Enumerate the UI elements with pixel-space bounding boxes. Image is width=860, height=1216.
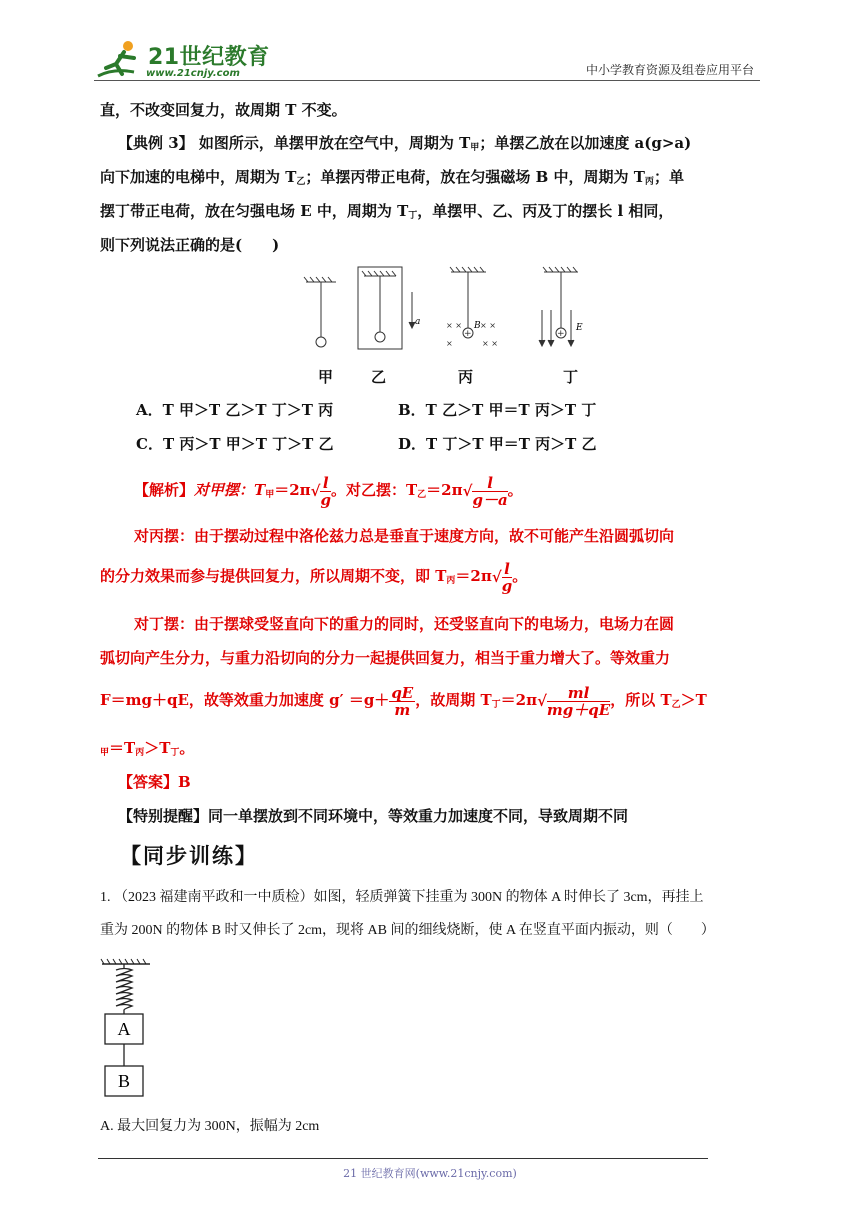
field-b-label: B (474, 321, 481, 331)
field-e-label: E (576, 323, 583, 333)
section-title: 【同步训练】 (120, 843, 258, 868)
analysis-ding-line-2: 弧切向产生分力，与重力沿切向的分力一起提供回复力，相当于重力增大了。等效重力 (100, 649, 671, 667)
figure-label-yi: 乙 (371, 368, 387, 386)
question-1-line-2: 重为 200N 的物体 B 时又伸长了 2cm，现将 AB 间的细线烧断，使 A 在竖直平面内振动，则（ ） (100, 923, 715, 938)
runner-logo-icon (94, 38, 150, 82)
logo-text: 21世纪教育 (148, 45, 270, 70)
header-platform-text: 中小学教育资源及组卷应用平台 (585, 63, 754, 77)
answer-value: B (178, 773, 191, 791)
analysis-bing-line-2: 的分力效果而参与提供回复力，所以周期不变，即 $T_丙=2\pi√$ $\frac{l}{g}$ 。 (100, 559, 528, 595)
option-d: D．T 丁＞T 甲＝T 丙＞T 乙 (398, 435, 597, 453)
analysis-line-1: 【解析】对甲摆：$T_甲=2\pi√$ $\frac{l}{g}$ 。对乙摆：$T_乙=2\pi√$ $\frac{l}{g-a}$ 。 (134, 473, 523, 509)
question-1-option-a: A. 最大回复力为 300N，振幅为 2cm (100, 1119, 320, 1134)
example-line-2: 向下加速的电梯中，周期为 $T_乙$；单摆丙带正电荷，放在匀强磁场 B 中，周期为 $T_丙$；单 (100, 168, 684, 187)
svg-text:+: + (464, 329, 472, 339)
footer-text: 21 世纪教育网(www.21cnjy.com) (343, 1167, 517, 1180)
option-b: B．T 乙＞T 甲＝T 丙＞T 丁 (398, 401, 597, 419)
question-1-line-1: 1. （2023 福建南平政和一中质检）如图，轻质弹簧下挂重为 300N 的物体 A 时伸长了 3cm，再挂上 (100, 890, 704, 905)
analysis-ding-line-4: $_甲=T_丙>T_丁$。 (100, 739, 195, 758)
analysis-tag: 【解析】 (134, 481, 195, 499)
answer-tag: 【答案】 (118, 773, 179, 791)
svg-text:×: × (446, 339, 453, 348)
example-line-1: 【典例 3】 如图所示，单摆甲放在空气中，周期为 $T_甲$；单摆乙放在以加速度 a(g>a) (118, 134, 692, 153)
logo-url: www.21cnjy.com (146, 68, 240, 79)
box-b-label: B (117, 1071, 131, 1091)
intro-line: 直，不改变回复力，故周期 T 不变。 (100, 101, 347, 119)
example-line-3: 摆丁带正电荷，放在匀强电场 E 中，周期为 $T_丁$，单摆甲、乙、丙及丁的摆长 l 相同， (100, 202, 674, 221)
svg-text:+: + (557, 329, 565, 339)
figure-label-bing: 丙 (458, 368, 474, 386)
tip-tag: 【特别提醒】 (118, 807, 209, 825)
header-divider (94, 80, 760, 81)
pendulum-figure (296, 262, 596, 362)
example-line-4: 则下列说法正确的是( ) (100, 236, 280, 254)
example-tag: 【典例 3】 (118, 134, 194, 152)
box-a-label: A (117, 1019, 131, 1039)
fraction-l-over-g-minus-a: $\frac{l}{g-a}$ (472, 473, 508, 509)
option-c: C．T 丙＞T 甲＞T 丁＞T 乙 (136, 435, 334, 453)
footer-divider (98, 1158, 708, 1159)
tip-line: 【特别提醒】同一单摆放到不同环境中，等效重力加速度不同，导致周期不同 (118, 807, 629, 825)
spring-figure (100, 958, 152, 1100)
fraction-l-over-g: $\frac{l}{g}$ (320, 473, 331, 509)
answer-line (118, 770, 191, 794)
analysis-ding-line-1: 对丁摆：由于摆球受竖直向下的重力的同时，还受竖直向下的电场力，电场力在圆 (134, 615, 675, 633)
svg-text:× ×: × × (480, 321, 496, 330)
option-a: A．T 甲＞T 乙＞T 丁＞T 丙 (136, 401, 334, 419)
analysis-ding-line-3: F＝mg＋qE，故等效重力加速度 g′ ＝g＋ $\frac{qE}{m}$ ，故周期 $T_丁=2\pi√$ $\frac{ml}{mg+qE}$ ，所以 $T_乙>T$ (100, 683, 707, 719)
svg-text:× ×: × × (446, 321, 462, 330)
analysis-bing-line-1: 对丙摆：由于摆动过程中洛伦兹力总是垂直于速度方向，故不可能产生沿圆弧切向 (134, 527, 675, 545)
figure-label-ding: 丁 (563, 368, 579, 386)
accel-label: a (415, 317, 421, 327)
svg-text:× ×: × × (482, 339, 498, 348)
figure-label-jia: 甲 (318, 368, 334, 386)
